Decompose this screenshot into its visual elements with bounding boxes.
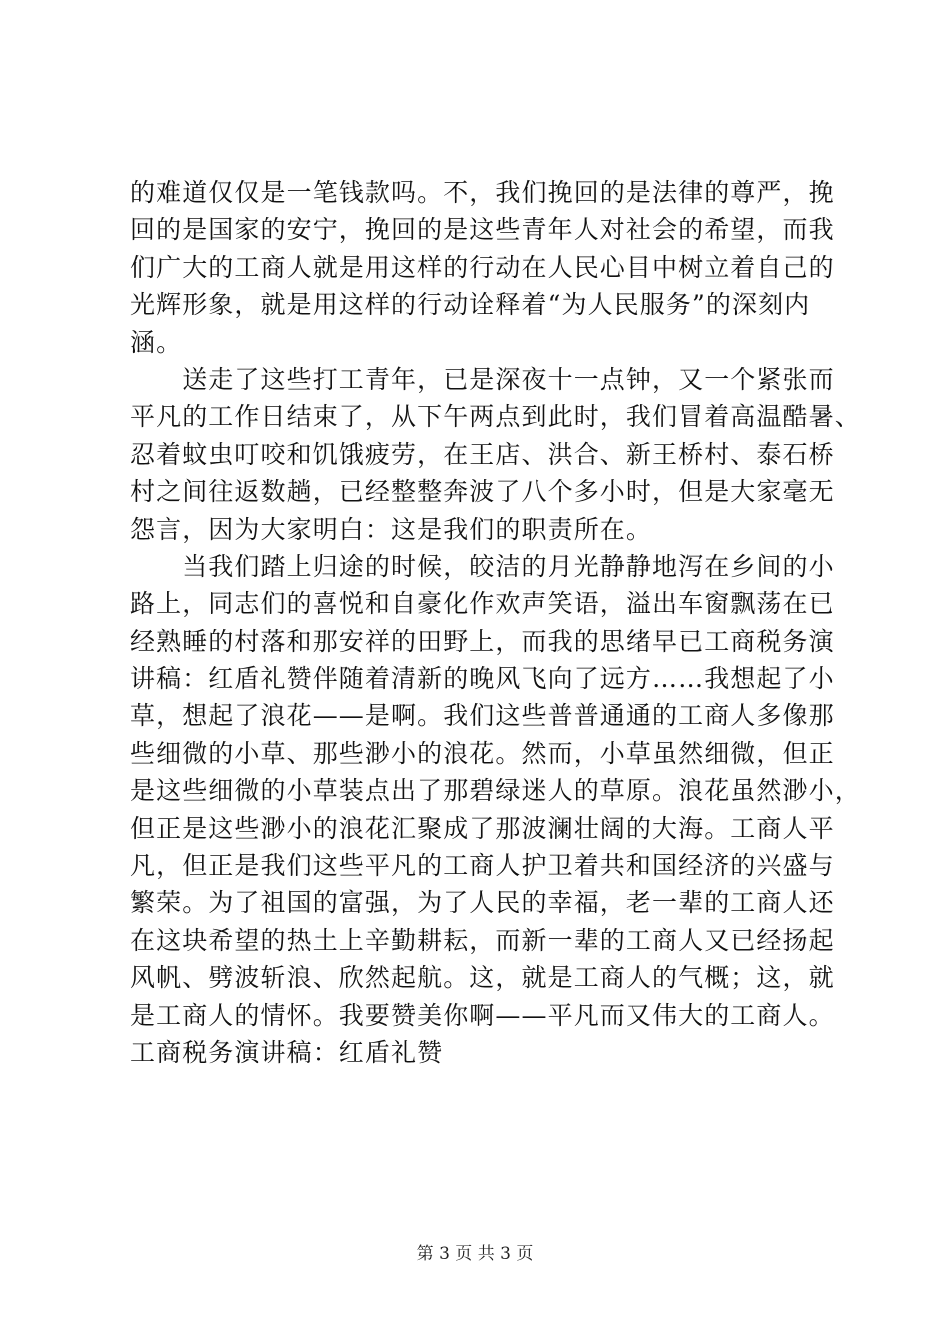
page-number-footer: 第 3 页 共 3 页 [416,1244,534,1264]
text-line: 村之间往返数趟，已经整整奔波了八个多小时，但是大家毫无 [130,477,835,507]
text-line: 忍着蚊虫叮咬和饥饿疲劳，在王店、洪合、新王桥村、泰石桥 [130,439,835,469]
text-line: 经熟睡的村落和那安祥的田野上，而我的思绪早已工商税务演 [130,626,835,656]
text-line: 的难道仅仅是一笔钱款吗。不，我们挽回的是法律的尊严，挽 [130,178,835,207]
body-text [130,174,861,1071]
text-line: 但正是这些渺小的浪花汇聚成了那波澜壮阔的大海。工商人平 [130,813,835,843]
text-line: 是工商人的情怀。我要赞美你啊——平凡而又伟大的工商人。 [130,1000,835,1030]
text-line: 们广大的工商人就是用这样的行动在人民心目中树立着自己的 [130,252,835,282]
text-line: 是这些细微的小草装点出了那碧绿迷人的草原。浪花虽然渺小， [130,776,861,806]
text-line: 草，想起了浪花——是啊。我们这些普普通通的工商人多像那 [130,701,835,731]
text-line: 些细微的小草、那些渺小的浪花。然而，小草虽然细微，但正 [130,738,835,768]
text-line: 平凡的工作日结束了，从下午两点到此时，我们冒着高温酷暑、 [130,402,861,432]
text-line: 光辉形象，就是用这样的行动诠释着“为人民服务”的深刻内 [130,290,811,320]
text-line: 工商税务演讲稿：红盾礼赞 [130,1037,444,1067]
text-line: 凡，但正是我们这些平凡的工商人护卫着共和国经济的兴盛与 [130,851,835,881]
text-line: 送走了这些打工青年，已是深夜十一点钟，又一个紧张而 [130,364,835,394]
text-line: 路上，同志们的喜悦和自豪化作欢声笑语，溢出车窗飘荡在已 [130,589,835,619]
text-line: 怨言，因为大家明白：这是我们的职责所在。 [130,514,653,544]
text-line: 在这块希望的热土上辛勤耕耘，而新一辈的工商人又已经扬起 [130,925,835,955]
text-line: 回的是国家的安宁，挽回的是这些青年人对社会的希望，而我 [130,215,835,245]
text-line: 讲稿：红盾礼赞伴随着清新的晚风飞向了远方……我想起了小 [130,664,835,694]
text-line: 当我们踏上归途的时候，皎洁的月光静静地泻在乡间的小 [130,551,835,581]
text-line: 繁荣。为了祖国的富强，为了人民的幸福，老一辈的工商人还 [130,888,835,918]
text-line: 涵。 [130,327,183,357]
text-line: 风帆、劈波斩浪、欣然起航。这，就是工商人的气概；这，就 [130,963,835,993]
